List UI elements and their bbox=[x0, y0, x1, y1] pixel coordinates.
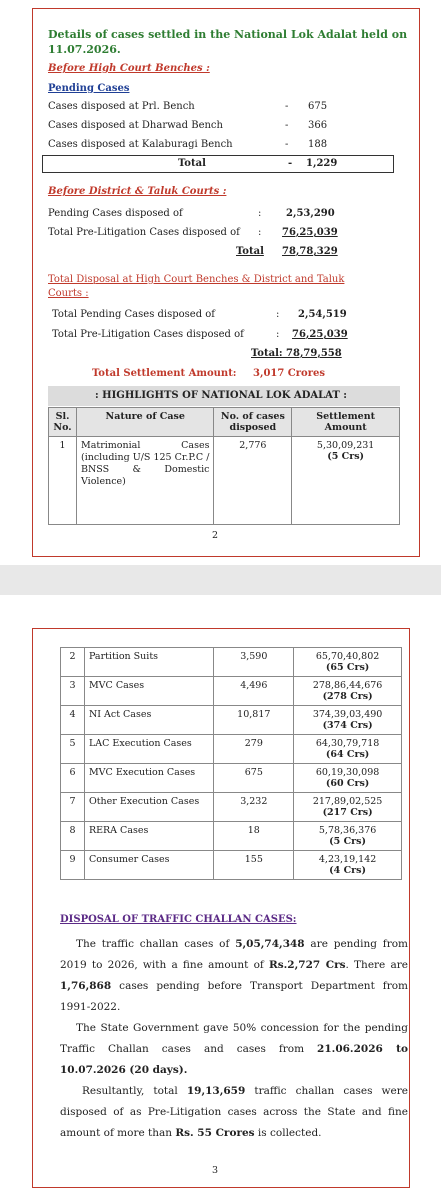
pending-cases-title: Pending Cases bbox=[48, 83, 130, 94]
table-row bbox=[61, 735, 402, 764]
td-row-value: 76,25,039 bbox=[292, 329, 348, 340]
amount-value: 278,86,44,676 bbox=[312, 680, 383, 691]
highlights-title: : HIGHLIGHTS OF NATIONAL LOK ADALAT : bbox=[95, 390, 347, 401]
text-run: Resultantly, total bbox=[82, 1085, 187, 1097]
col-header: No. of cases disposed bbox=[214, 408, 292, 437]
col-header: Sl. No. bbox=[49, 408, 77, 437]
cell-count: 3,590 bbox=[214, 648, 294, 677]
highlights-table-continued bbox=[60, 647, 402, 880]
fine-amount: Rs.2,727 Crs bbox=[269, 959, 346, 971]
disposed-count: 19,13,659 bbox=[186, 1085, 246, 1097]
cell-sl: 2 bbox=[61, 648, 85, 677]
cell-nature: Partition Suits bbox=[84, 648, 214, 677]
amount-crs: (60 Crs) bbox=[325, 778, 370, 789]
cell-count: 155 bbox=[214, 851, 294, 880]
table-row bbox=[49, 437, 400, 525]
cell-sl: 6 bbox=[61, 764, 85, 793]
hc-row-value: 188 bbox=[308, 139, 328, 150]
table-row bbox=[61, 793, 402, 822]
cell-count: 3,232 bbox=[214, 793, 294, 822]
cell-nature: Other Execution Cases bbox=[84, 793, 214, 822]
dt-row-value: 76,25,039 bbox=[282, 227, 338, 238]
table-row bbox=[61, 764, 402, 793]
hc-total-box bbox=[42, 155, 394, 173]
amount-value: 374,39,03,490 bbox=[312, 709, 383, 720]
high-court-section-title: Before High Court Benches : bbox=[48, 63, 210, 74]
cell-amount bbox=[294, 735, 402, 764]
cell-amount bbox=[294, 793, 402, 822]
cell-count: 18 bbox=[214, 822, 294, 851]
dt-total-value: 78,78,329 bbox=[282, 246, 338, 257]
td-row-colon: : bbox=[276, 329, 280, 340]
cell-sl: 9 bbox=[61, 851, 85, 880]
hc-row-label: Cases disposed at Dharwad Bench bbox=[48, 120, 223, 131]
amount-value: 217,89,02,525 bbox=[312, 796, 383, 807]
cell-amount bbox=[294, 822, 402, 851]
amount-crs: (5 Crs) bbox=[329, 836, 366, 847]
dt-row-label: Pending Cases disposed of bbox=[48, 208, 183, 219]
heading-line-2: 11.07.2026. bbox=[48, 43, 121, 56]
page-number: 3 bbox=[212, 1165, 219, 1176]
hc-row-dash: - bbox=[285, 120, 289, 131]
amount-crs: (4 Crs) bbox=[329, 865, 366, 876]
td-row-value: 2,54,519 bbox=[298, 309, 347, 320]
hc-row-value: 675 bbox=[308, 101, 328, 112]
amount-value: 4,23,19,142 bbox=[318, 854, 377, 865]
traffic-paragraph-1 bbox=[60, 934, 408, 1018]
amount-value: 5,30,09,231 bbox=[316, 440, 375, 451]
cell-nature: RERA Cases bbox=[84, 822, 214, 851]
cell-count: 2,776 bbox=[214, 437, 292, 525]
table-header-row bbox=[49, 408, 400, 437]
hc-total-label: Total bbox=[178, 158, 206, 169]
hc-total-dash: - bbox=[288, 158, 293, 169]
text-run: is collected. bbox=[254, 1127, 322, 1139]
cell-sl: 7 bbox=[61, 793, 85, 822]
traffic-paragraph-2 bbox=[60, 1018, 408, 1081]
cell-amount bbox=[292, 437, 400, 525]
dt-row-colon: : bbox=[258, 227, 262, 238]
text-run: traffic challan cases were disposed of as Pre-Litigation cases across the State and fine amount of more than bbox=[60, 1085, 408, 1139]
collected-amount: Rs. 55 Crores bbox=[175, 1127, 255, 1139]
text-run: The traffic challan cases of bbox=[76, 938, 236, 950]
cell-amount bbox=[294, 764, 402, 793]
dt-row-value: 2,53,290 bbox=[286, 208, 335, 219]
amount-crs: (5 Crs) bbox=[327, 451, 365, 462]
amount-crs: (374 Crs) bbox=[322, 720, 373, 731]
table-row bbox=[61, 851, 402, 880]
col-header: Nature of Case bbox=[76, 408, 213, 437]
td-row-colon: : bbox=[276, 309, 280, 320]
cell-amount bbox=[294, 706, 402, 735]
document-page-3 bbox=[0, 595, 441, 1200]
cell-count: 675 bbox=[214, 764, 294, 793]
document-page-2 bbox=[0, 0, 441, 565]
traffic-paragraph-3 bbox=[60, 1081, 408, 1144]
col-header: Settlement Amount bbox=[292, 408, 400, 437]
amount-value: 5,78,36,376 bbox=[318, 825, 377, 836]
cell-count: 279 bbox=[214, 735, 294, 764]
table-row bbox=[61, 677, 402, 706]
cell-count: 10,817 bbox=[214, 706, 294, 735]
cell-nature: MVC Cases bbox=[84, 677, 214, 706]
text-run: cases pending before Transport Department from 1991-2022. bbox=[60, 980, 408, 1013]
cell-sl: 3 bbox=[61, 677, 85, 706]
hc-total-value: 1,229 bbox=[306, 158, 338, 169]
cell-sl: 5 bbox=[61, 735, 85, 764]
cell-amount bbox=[294, 677, 402, 706]
amount-value: 65,70,40,802 bbox=[315, 651, 380, 662]
td-total: Total: 78,79,558 bbox=[251, 348, 342, 359]
table-row bbox=[61, 822, 402, 851]
cell-sl: 4 bbox=[61, 706, 85, 735]
hc-row-value: 366 bbox=[308, 120, 328, 131]
cell-nature: MVC Execution Cases bbox=[84, 764, 214, 793]
hc-row-label: Cases disposed at Prl. Bench bbox=[48, 101, 195, 112]
table-row bbox=[61, 648, 402, 677]
settlement-value: 3,017 Crores bbox=[253, 368, 325, 379]
total-disposal-title-line-1: Total Disposal at High Court Benches & District and Taluk bbox=[48, 274, 345, 285]
transport-pending-count: 1,76,868 bbox=[60, 980, 112, 992]
cell-nature: NI Act Cases bbox=[84, 706, 214, 735]
text-run: The State Government gave 50% concession for the pending Traffic Challan cases and cases from bbox=[60, 1022, 408, 1055]
pending-count: 5,05,74,348 bbox=[235, 938, 305, 950]
td-row-label: Total Pre-Litigation Cases disposed of bbox=[52, 329, 244, 340]
amount-crs: (217 Crs) bbox=[322, 807, 373, 818]
amount-value: 64,30,79,718 bbox=[315, 738, 380, 749]
amount-value: 60,19,30,098 bbox=[315, 767, 380, 778]
settlement-label: Total Settlement Amount: bbox=[92, 368, 237, 379]
amount-crs: (65 Crs) bbox=[325, 662, 370, 673]
amount-crs: (278 Crs) bbox=[322, 691, 373, 702]
cell-sl: 8 bbox=[61, 822, 85, 851]
cell-amount bbox=[294, 648, 402, 677]
traffic-challan-title: DISPOSAL OF TRAFFIC CHALLAN CASES: bbox=[60, 914, 297, 925]
text-run: are pending from 2019 to 2026, with a fine amount of bbox=[60, 938, 408, 971]
td-row-label: Total Pending Cases disposed of bbox=[52, 309, 216, 320]
hc-row-label: Cases disposed at Kalaburagi Bench bbox=[48, 139, 233, 150]
dt-total-label: Total bbox=[236, 246, 264, 257]
cell-nature: Consumer Cases bbox=[84, 851, 214, 880]
cell-count: 4,496 bbox=[214, 677, 294, 706]
total-disposal-title-line-2: Courts : bbox=[48, 288, 89, 299]
concession-period: 21.06.2026 to 10.07.2026 (20 days). bbox=[60, 1043, 408, 1076]
table-row bbox=[61, 706, 402, 735]
cell-sl: 1 bbox=[49, 437, 77, 525]
cell-amount bbox=[294, 851, 402, 880]
hc-row-dash: - bbox=[285, 101, 289, 112]
highlights-table bbox=[48, 407, 400, 525]
cell-nature: LAC Execution Cases bbox=[84, 735, 214, 764]
dt-row-label: Total Pre-Litigation Cases disposed of bbox=[48, 227, 240, 238]
amount-crs: (64 Crs) bbox=[325, 749, 370, 760]
hc-row-dash: - bbox=[285, 139, 289, 150]
heading-line-1: Details of cases settled in the National Lok Adalat held on bbox=[48, 28, 408, 41]
text-run: . There are bbox=[345, 959, 408, 971]
dt-row-colon: : bbox=[258, 208, 262, 219]
page-gap bbox=[0, 565, 441, 595]
cell-nature: Matrimonial Cases (including U/S 125 Cr.P.C / BNSS & Domestic Violence) bbox=[76, 437, 213, 525]
district-taluk-section-title: Before District & Taluk Courts : bbox=[48, 186, 227, 197]
page-number: 2 bbox=[212, 530, 219, 541]
